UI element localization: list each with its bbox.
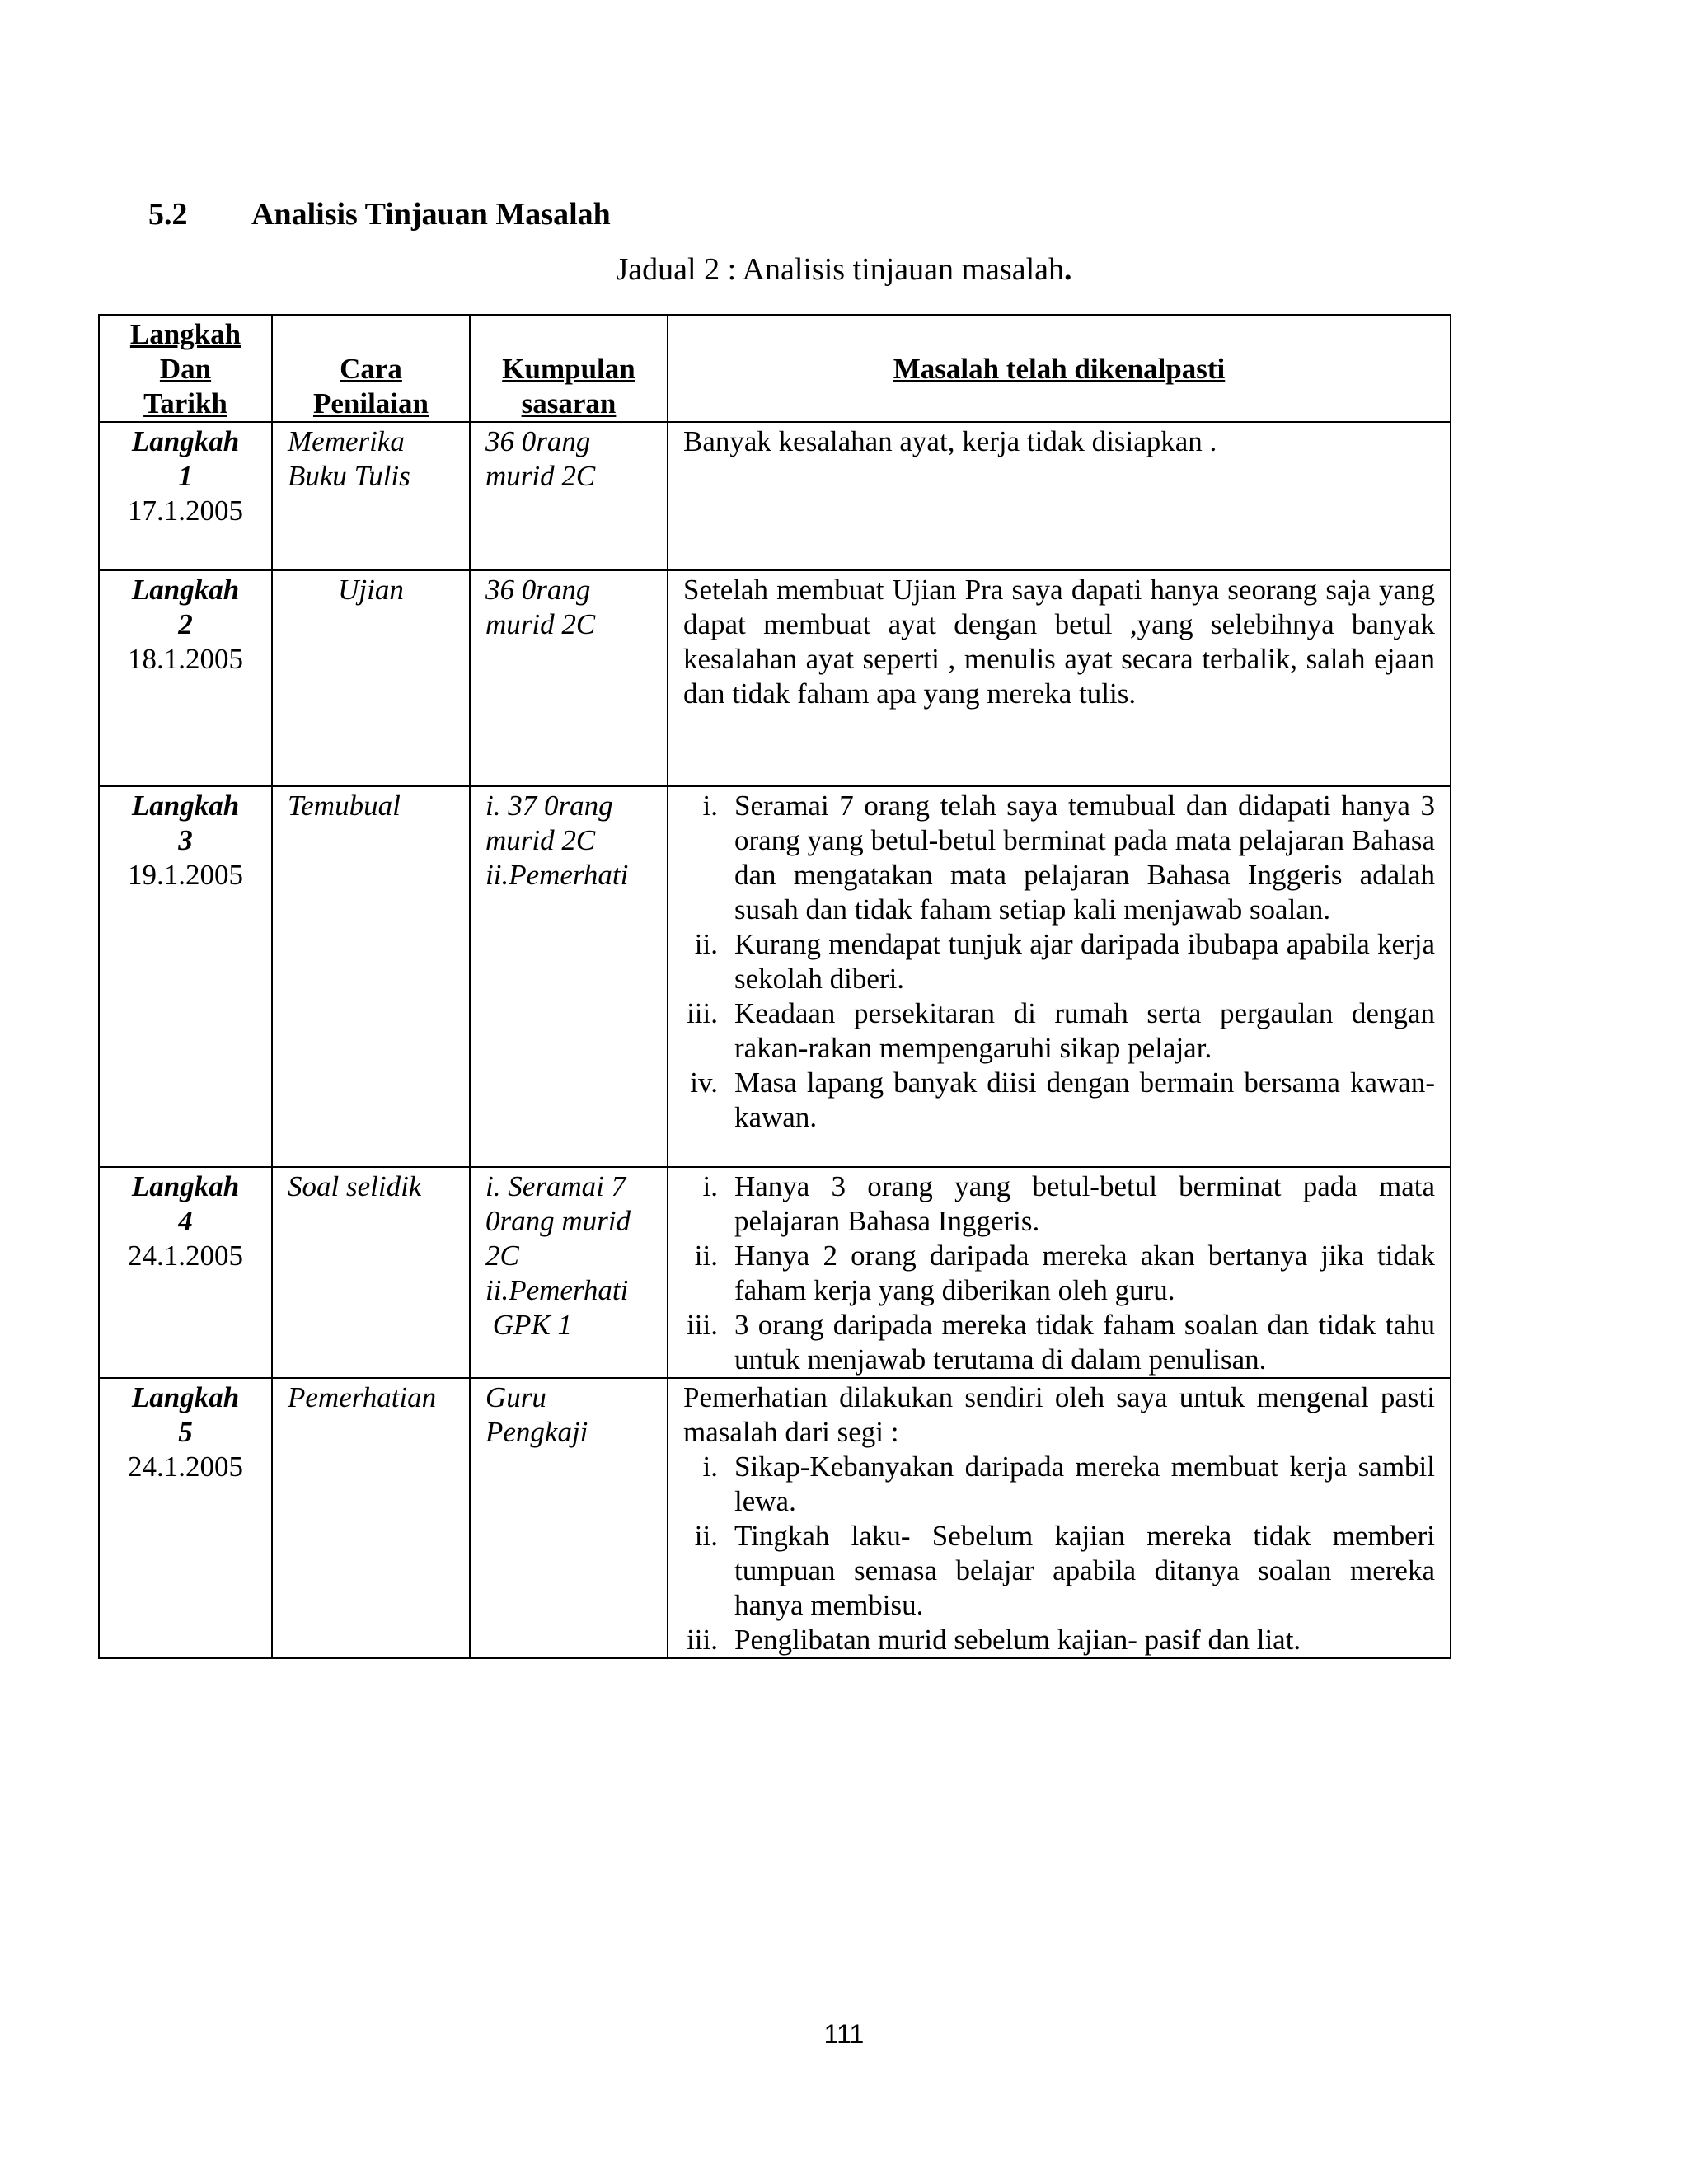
method-line: Soal selidik: [288, 1170, 422, 1202]
method-line: Memerika: [288, 425, 405, 457]
target-cell: [470, 1167, 668, 1378]
step-number: 1: [178, 460, 193, 492]
item-text: Tingkah laku- Sebelum kajian mereka tidak memberi tumpuan semasa belajar apabila ditanya soalan mereka hanya membisu.: [734, 1520, 1435, 1621]
problem-list: [683, 1450, 1435, 1657]
target-cell: [470, 422, 668, 570]
item-text: Sikap-Kebanyakan daripada mereka membuat kerja sambil lewa.: [734, 1451, 1435, 1517]
item-text: 3 orang daripada mereka tidak faham soalan dan tidak tahu untuk menjawab terutama di dalam penulisan.: [734, 1309, 1435, 1376]
section-heading: [148, 196, 611, 232]
step-date: 24.1.2005: [128, 1451, 243, 1483]
problem-list: [683, 789, 1435, 1135]
problem-cell: [668, 786, 1451, 1167]
item-marker: iv.: [690, 1066, 718, 1099]
step-date: 19.1.2005: [128, 859, 243, 891]
method-cell: [272, 786, 470, 1167]
method-line: Temubual: [288, 790, 401, 822]
target-line: murid 2C: [485, 824, 596, 856]
item-marker: i.: [702, 1170, 718, 1202]
method-cell: [272, 1378, 470, 1658]
target-line: ii.Pemerhati: [485, 1274, 629, 1306]
method-cell: [272, 422, 470, 570]
problem-item: [683, 1239, 1435, 1308]
step-label: Langkah: [131, 790, 240, 822]
step-label: Langkah: [131, 574, 240, 606]
step-cell: [99, 1167, 272, 1378]
step-label: Langkah: [131, 425, 240, 457]
step-label: Langkah: [131, 1170, 240, 1202]
item-text: Kurang mendapat tunjuk ajar daripada ibubapa apabila kerja sekolah diberi.: [734, 928, 1435, 995]
problem-item: [683, 1066, 1435, 1135]
target-line: i. 37 0rang: [485, 790, 613, 822]
table-row: [99, 422, 1451, 570]
item-text: Keadaan persekitaran di rumah serta pergaulan dengan rakan-rakan mempengaruhi sikap pelajar.: [734, 997, 1435, 1064]
step-date: 24.1.2005: [128, 1240, 243, 1272]
item-marker: i.: [702, 1451, 718, 1483]
target-line: ii.Pemerhati: [485, 859, 629, 891]
problem-cell: [668, 1167, 1451, 1378]
problem-item: [683, 1169, 1435, 1239]
step-number: 3: [178, 824, 193, 856]
method-line: Ujian: [338, 574, 404, 606]
target-line: 36 0rang: [485, 574, 591, 606]
table-caption: [0, 251, 1688, 288]
item-text: Masa lapang banyak diisi dengan bermain bersama kawan-kawan.: [734, 1066, 1435, 1133]
analysis-table: [98, 314, 1451, 1659]
target-cell: [470, 570, 668, 786]
step-cell: [99, 1378, 272, 1658]
step-date: 18.1.2005: [128, 643, 243, 675]
step-cell: [99, 786, 272, 1167]
target-line: Pengkaji: [485, 1416, 588, 1448]
problem-item: [683, 1519, 1435, 1623]
target-line: murid 2C: [485, 608, 596, 640]
header-masalah: Masalah telah dikenalpasti: [668, 315, 1451, 422]
table-row: [99, 1167, 1451, 1378]
method-cell: [272, 1167, 470, 1378]
item-marker: iii.: [687, 1624, 718, 1656]
target-line: 0rang murid: [485, 1205, 631, 1237]
section-number: 5.2: [148, 197, 188, 232]
header-kumpulan: Kumpulan sasaran: [470, 315, 668, 422]
method-line: Pemerhatian: [288, 1381, 437, 1413]
target-cell: [470, 786, 668, 1167]
step-label: Langkah: [131, 1381, 240, 1413]
method-cell: [272, 570, 470, 786]
item-text: Seramai 7 orang telah saya temubual dan didapati hanya 3 orang yang betul-betul berminat pada mata pelajaran Bahasa dan mengatakan mata pelajaran Bahasa Inggeris adalah susah dan tidak faham setiap kali menjawab soalan.: [734, 790, 1435, 926]
problem-cell: [668, 570, 1451, 786]
item-marker: ii.: [694, 928, 718, 960]
step-number: 5: [178, 1416, 193, 1448]
problem-item: [683, 927, 1435, 996]
problem-paragraph: Setelah membuat Ujian Pra saya dapati hanya seorang saja yang dapat membuat ayat dengan betul ,yang selebihnya banyak kesalahan ayat seperti , menulis ayat secara terbalik, salah ejaan dan tidak faham apa yang mereka tulis.: [683, 574, 1435, 710]
target-line: i. Seramai 7: [485, 1170, 626, 1202]
problem-cell: [668, 1378, 1451, 1658]
item-marker: ii.: [694, 1520, 718, 1552]
item-text: Penglibatan murid sebelum kajian- pasif dan liat.: [734, 1624, 1301, 1656]
target-line: 36 0rang: [485, 425, 591, 457]
item-marker: iii.: [687, 997, 718, 1029]
step-number: 2: [178, 608, 193, 640]
item-marker: i.: [702, 790, 718, 822]
problem-paragraph: Banyak kesalahan ayat, kerja tidak disiapkan .: [683, 425, 1217, 457]
problem-list: [683, 1169, 1435, 1377]
item-text: Hanya 2 orang daripada mereka akan bertanya jika tidak faham kerja yang diberikan oleh guru.: [734, 1240, 1435, 1306]
method-line: Buku Tulis: [288, 460, 410, 492]
table-row: [99, 786, 1451, 1167]
problem-item: [683, 789, 1435, 927]
problem-paragraph: Pemerhatian dilakukan sendiri oleh saya untuk mengenal pasti masalah dari segi :: [683, 1381, 1435, 1448]
target-line: murid 2C: [485, 460, 596, 492]
problem-item: [683, 996, 1435, 1066]
header-cara: Cara Penilaian: [272, 315, 470, 422]
target-line: 2C: [485, 1240, 519, 1272]
target-line: GPK 1: [485, 1309, 572, 1341]
table-row: [99, 570, 1451, 786]
step-cell: [99, 422, 272, 570]
target-cell: [470, 1378, 668, 1658]
step-date: 17.1.2005: [128, 494, 243, 527]
caption-period: .: [1064, 252, 1072, 287]
target-line: Guru: [485, 1381, 546, 1413]
table-header-row: [99, 315, 1451, 422]
item-marker: iii.: [687, 1309, 718, 1341]
problem-item: [683, 1623, 1435, 1657]
item-marker: ii.: [694, 1240, 718, 1272]
step-number: 4: [178, 1205, 193, 1237]
problem-item: [683, 1450, 1435, 1519]
caption-text: Jadual 2 : Analisis tinjauan masalah: [616, 252, 1064, 287]
header-langkah: Langkah Dan Tarikh: [99, 315, 272, 422]
item-text: Hanya 3 orang yang betul-betul berminat pada mata pelajaran Bahasa Inggeris.: [734, 1170, 1435, 1237]
page-number: 111: [823, 2019, 865, 2049]
section-title: Analisis Tinjauan Masalah: [251, 197, 611, 232]
problem-cell: [668, 422, 1451, 570]
table-row: [99, 1378, 1451, 1658]
problem-item: [683, 1308, 1435, 1377]
step-cell: [99, 570, 272, 786]
